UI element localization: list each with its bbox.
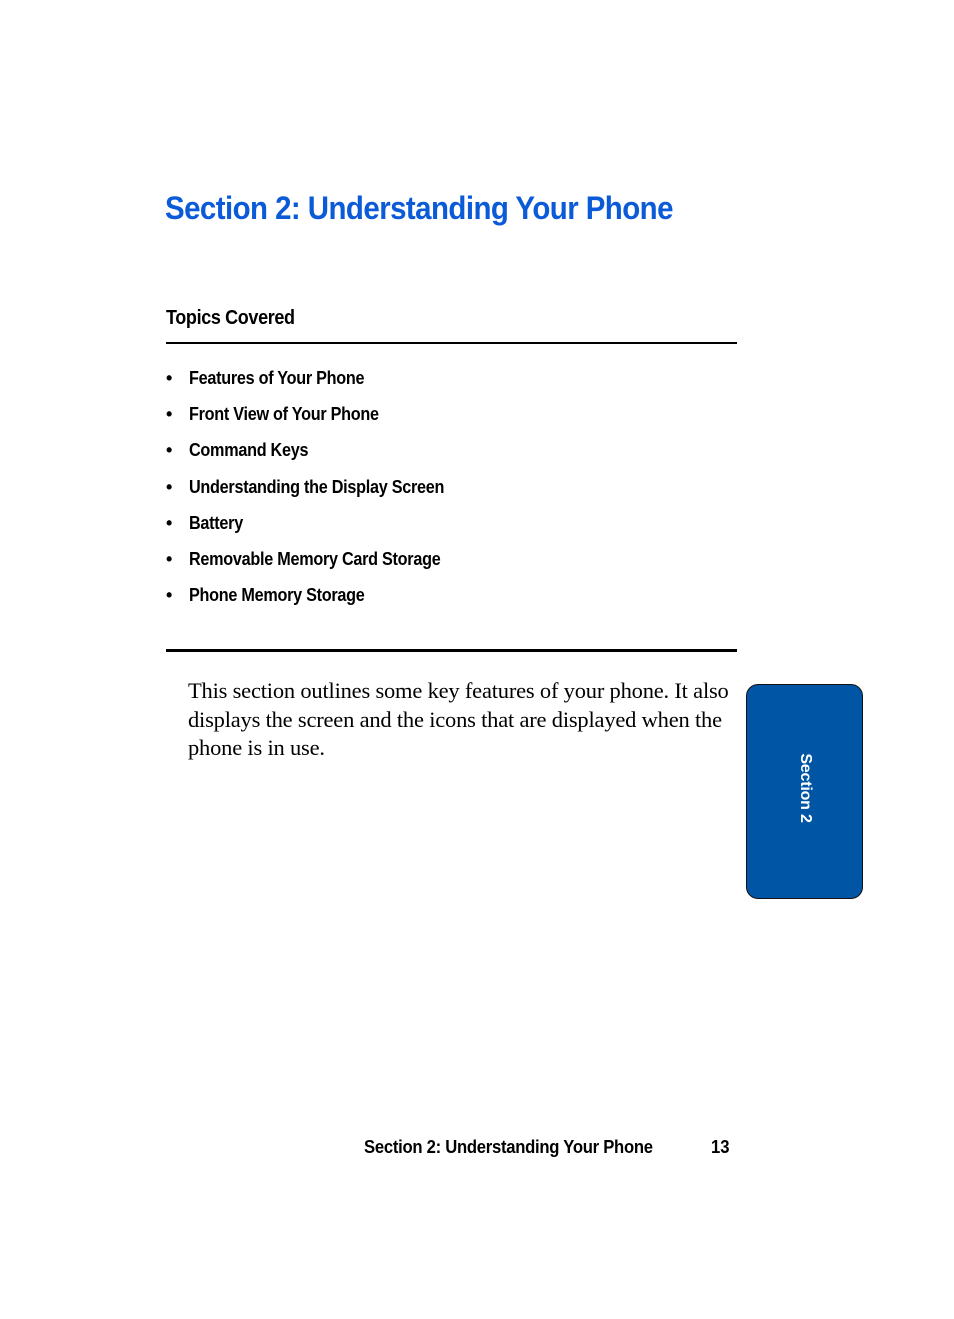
topics-list — [166, 368, 472, 621]
bullet-icon: • — [166, 512, 173, 533]
topic-text: Command Keys — [189, 440, 309, 461]
bullet-icon: • — [166, 368, 173, 388]
topic-text: Battery — [189, 512, 243, 533]
bullet-icon: • — [166, 440, 173, 461]
section-tab-label: Section 2 — [796, 753, 814, 823]
bullet-icon: • — [166, 404, 173, 425]
topic-text: Front View of Your Phone — [189, 404, 379, 425]
footer-title: Section 2: Understanding Your Phone — [364, 1136, 653, 1157]
topic-text: Removable Memory Card Storage — [189, 548, 441, 569]
page-title: Section 2: Understanding Your Phone — [165, 190, 673, 226]
topics-heading: Topics Covered — [166, 307, 295, 329]
bullet-icon: • — [166, 548, 173, 569]
list-item — [166, 513, 472, 549]
page-number: 13 — [711, 1136, 730, 1157]
bullet-icon: • — [166, 476, 173, 497]
divider-bottom — [166, 649, 737, 652]
list-item — [166, 477, 472, 513]
list-item — [166, 585, 472, 621]
list-item — [166, 368, 472, 404]
list-item — [166, 549, 472, 585]
list-item — [166, 404, 472, 440]
divider-top — [166, 342, 737, 344]
bullet-icon: • — [166, 585, 173, 606]
topic-text: Features of Your Phone — [189, 368, 365, 388]
section-tab — [746, 684, 863, 899]
topic-text: Phone Memory Storage — [189, 585, 365, 606]
topic-text: Understanding the Display Screen — [189, 476, 445, 497]
list-item — [166, 440, 472, 476]
intro-paragraph: This section outlines some key features of your phone. It also displays the screen and the icons that are displayed when the phone is in use. — [188, 678, 729, 761]
